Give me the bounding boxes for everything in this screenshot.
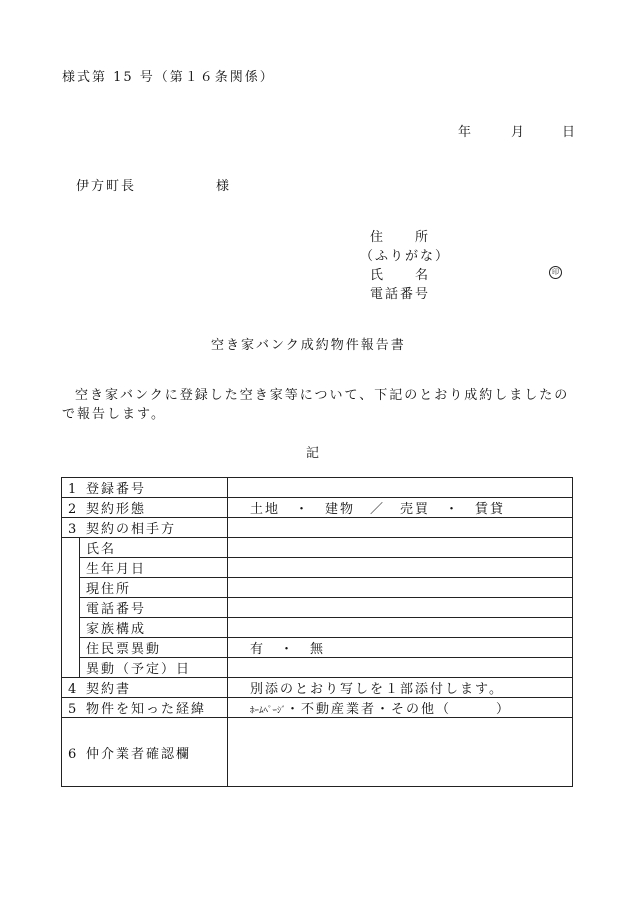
report-table — [61, 477, 573, 787]
row4-value[interactable]: 別添のとおり写しを１部添付します。 — [228, 678, 573, 698]
gutter — [62, 638, 80, 658]
sub-family-label: 家族構成 — [80, 618, 228, 638]
date-day: 日 — [562, 125, 578, 140]
ki-heading: 記 — [306, 446, 322, 461]
table-row — [62, 558, 573, 578]
row6-label-cell: 6 仲介業者確認欄 — [62, 718, 228, 787]
sub-address-label: 現住所 — [80, 578, 228, 598]
row2-label-cell: 2 契約形態 — [62, 498, 228, 518]
row2-value[interactable]: 土地 ・ 建物 ／ 売買 ・ 賃貸 — [228, 498, 573, 518]
row1-value[interactable] — [228, 478, 573, 498]
form-number: 様式第 15 号（第１６条関係） — [62, 70, 275, 85]
row6-value[interactable] — [228, 718, 573, 787]
table-row — [62, 618, 573, 638]
gutter — [62, 538, 80, 558]
applicant-block — [360, 228, 450, 304]
date-line — [458, 121, 577, 140]
sub-name-label: 氏名 — [80, 538, 228, 558]
row3-label-cell: 3 契約の相手方 — [62, 518, 228, 538]
row3-value[interactable] — [228, 518, 573, 538]
sub-family-value[interactable] — [228, 618, 573, 638]
name-label: 氏 名 — [370, 268, 431, 283]
date-year: 年 — [458, 125, 474, 140]
table-row — [62, 518, 573, 538]
row5-value-text: ・不動産業者・その他（ ） — [286, 702, 512, 717]
sub-birth-value[interactable] — [228, 558, 573, 578]
address-label: 住 所 — [370, 230, 431, 245]
addressee — [76, 175, 231, 194]
addressee-suffix: 様 — [216, 179, 232, 194]
addressee-name: 伊方町長 — [76, 179, 137, 194]
row5-value[interactable] — [228, 698, 573, 718]
sub-phone-label: 電話番号 — [80, 598, 228, 618]
table-row — [62, 718, 573, 787]
table-row — [62, 678, 573, 698]
table-row — [62, 638, 573, 658]
furigana-label: （ふりがな） — [360, 249, 451, 264]
sub-resident-value[interactable]: 有 ・ 無 — [228, 638, 573, 658]
gutter — [62, 598, 80, 618]
gutter — [62, 658, 80, 678]
sub-address-value[interactable] — [228, 578, 573, 598]
row5-label-cell: 5 物件を知った経緯 — [62, 698, 228, 718]
table-row — [62, 698, 573, 718]
gutter — [62, 558, 80, 578]
document-title: 空き家バンク成約物件報告書 — [211, 338, 406, 353]
gutter — [62, 578, 80, 598]
seal-mark: 印 — [549, 266, 562, 279]
table-row — [62, 538, 573, 558]
row4-label-cell: 4 契約書 — [62, 678, 228, 698]
row1-label-cell: 1 登録番号 — [62, 478, 228, 498]
phone-label: 電話番号 — [370, 287, 431, 302]
gutter — [62, 618, 80, 638]
sub-move-date-label: 異動（予定）日 — [80, 658, 228, 678]
sub-birth-label: 生年月日 — [80, 558, 228, 578]
table-row — [62, 598, 573, 618]
sub-resident-label: 住民票異動 — [80, 638, 228, 658]
table-row — [62, 478, 573, 498]
table-row — [62, 578, 573, 598]
body-text: 空き家バンクに登録した空き家等について、下記のとおり成約しましたので報告します。 — [62, 388, 570, 422]
row5-value-small: ﾎｰﾑﾍﾟｰｼﾞ — [250, 706, 287, 716]
date-month: 月 — [511, 125, 527, 140]
table-row — [62, 498, 573, 518]
table-row — [62, 658, 573, 678]
sub-name-value[interactable] — [228, 538, 573, 558]
sub-phone-value[interactable] — [228, 598, 573, 618]
sub-move-date-value[interactable] — [228, 658, 573, 678]
